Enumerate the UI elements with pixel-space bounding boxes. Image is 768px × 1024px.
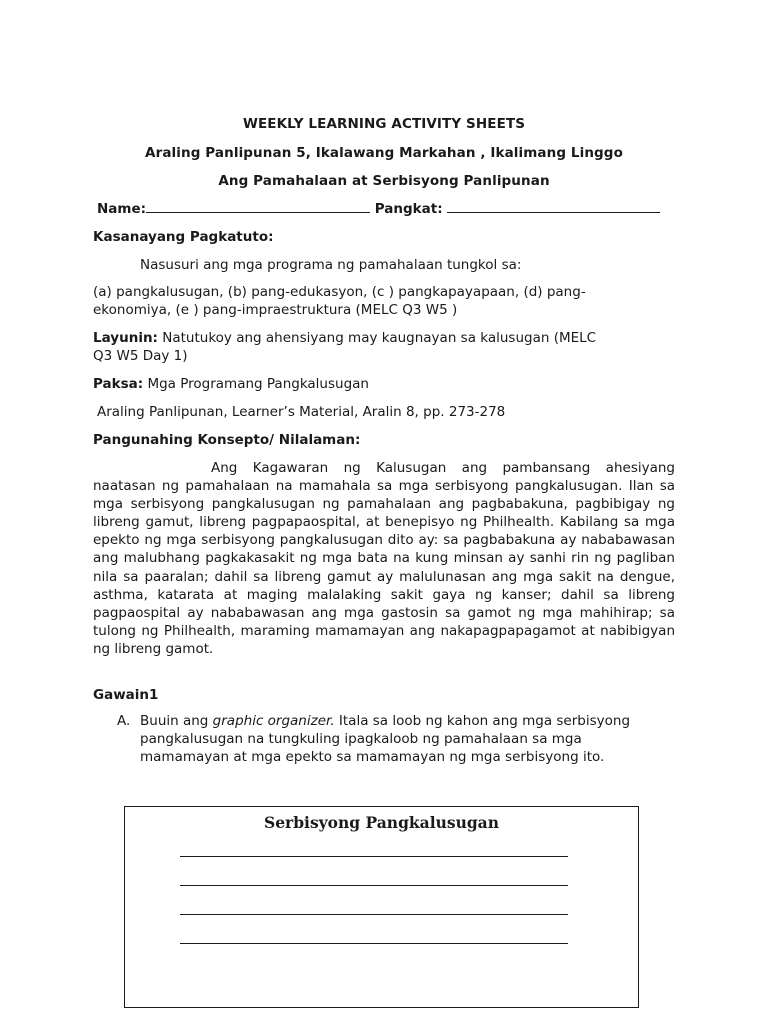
item-marker: A. <box>117 713 131 729</box>
instruction-start: Buuin ang <box>140 713 213 729</box>
objective-line-1 <box>93 329 675 347</box>
topic-text: Mga Programang Pangkalusugan <box>143 376 369 392</box>
topic-label: Paksa: <box>93 376 144 392</box>
group-field[interactable] <box>447 200 660 213</box>
name-field[interactable] <box>146 200 370 213</box>
graphic-organizer-box <box>124 806 639 1008</box>
objective-text: Natutukoy ang ahensiyang may kaugnayan sa kalusugan (MELC <box>157 330 597 346</box>
competency-intro: Nasusuri ang mga programa ng pamahalaan tungkol sa: <box>140 257 522 273</box>
group-label: Pangkat: <box>374 201 443 217</box>
competency-list-line-2: ekonomiya, (e ) pang-impraestruktura (MELC Q3 W5 ) <box>93 302 458 318</box>
answer-line-1[interactable] <box>180 856 568 857</box>
answer-line-3[interactable] <box>180 914 568 915</box>
subject-line: Araling Panlipunan 5, Ikalawang Markahan , Ikalimang Linggo <box>145 145 623 161</box>
name-label: Name: <box>97 201 147 217</box>
activity-item-a <box>117 712 637 766</box>
topic-row <box>93 375 675 393</box>
reference-line: Araling Panlipunan, Learner’s Material, Aralin 8, pp. 273-278 <box>97 404 506 420</box>
instruction-rest: Itala sa loob ng kahon ang mga serbisyong pangkalusugan na tungkuling ipagkaloob ng pamahalaan sa mga mamamayan at mga epekto sa mamamayan ng mga serbisyong ito. <box>140 713 631 765</box>
concept-text: Ang Kagawaran ng Kalusugan ang pambansang ahesiyang naatasan ng pamahalaan na mamahala sa mga serbisyong pangkalusugan. Ilan sa mga serbisyong pangkalusugan ng pamahalaan ang pagbabakuna, pagbibigay ng libreng gamut, libreng pagpapaospital, at benepisyo ng Philhealth. Kabilang sa mga epekto ng mga serbisyong pangkalusugan dito ay: sa pagbabakuna ay nababawasan ang malubhang pagkakasakit ng mga bata na kung minsan ay sanhi rin ng pagliban nila sa paaralan; dahil sa libreng gamut ay malulunasan ang mga sakit na dengue, asthma, katarata at maging malalaking sakit gaya ng kanser; dahil sa libreng pagpaospital ay nababawasan ang mga gastosin sa gamot ng mga mahihirap; sa tulong ng Philhealth, maraming mamamayan ang nakapagpapagamot at nabibigyan ng libreng gamot. <box>93 460 675 657</box>
answer-line-2[interactable] <box>180 885 568 886</box>
competency-heading: Kasanayang Pagkatuto: <box>93 229 274 245</box>
objective-label: Layunin: <box>93 330 158 346</box>
concept-heading: Pangunahing Konsepto/ Nilalaman: <box>93 432 361 448</box>
answer-line-4[interactable] <box>180 943 568 944</box>
activity-heading: Gawain1 <box>93 687 159 703</box>
item-instructions <box>140 712 637 766</box>
competency-list-line-1: (a) pangkalusugan, (b) pang-edukasyon, (c ) pangkapayapaan, (d) pang- <box>93 284 586 300</box>
lesson-topic: Ang Pamahalaan at Serbisyong Panlipunan <box>218 173 550 189</box>
concept-paragraph <box>93 459 675 658</box>
name-group-row <box>97 200 677 218</box>
worksheet-title: WEEKLY LEARNING ACTIVITY SHEETS <box>242 116 526 132</box>
graphic-organizer-title: Serbisyong Pangkalusugan <box>264 813 499 832</box>
instruction-italic: graphic organizer. <box>212 713 335 729</box>
objective-line-2: Q3 W5 Day 1) <box>93 348 188 364</box>
